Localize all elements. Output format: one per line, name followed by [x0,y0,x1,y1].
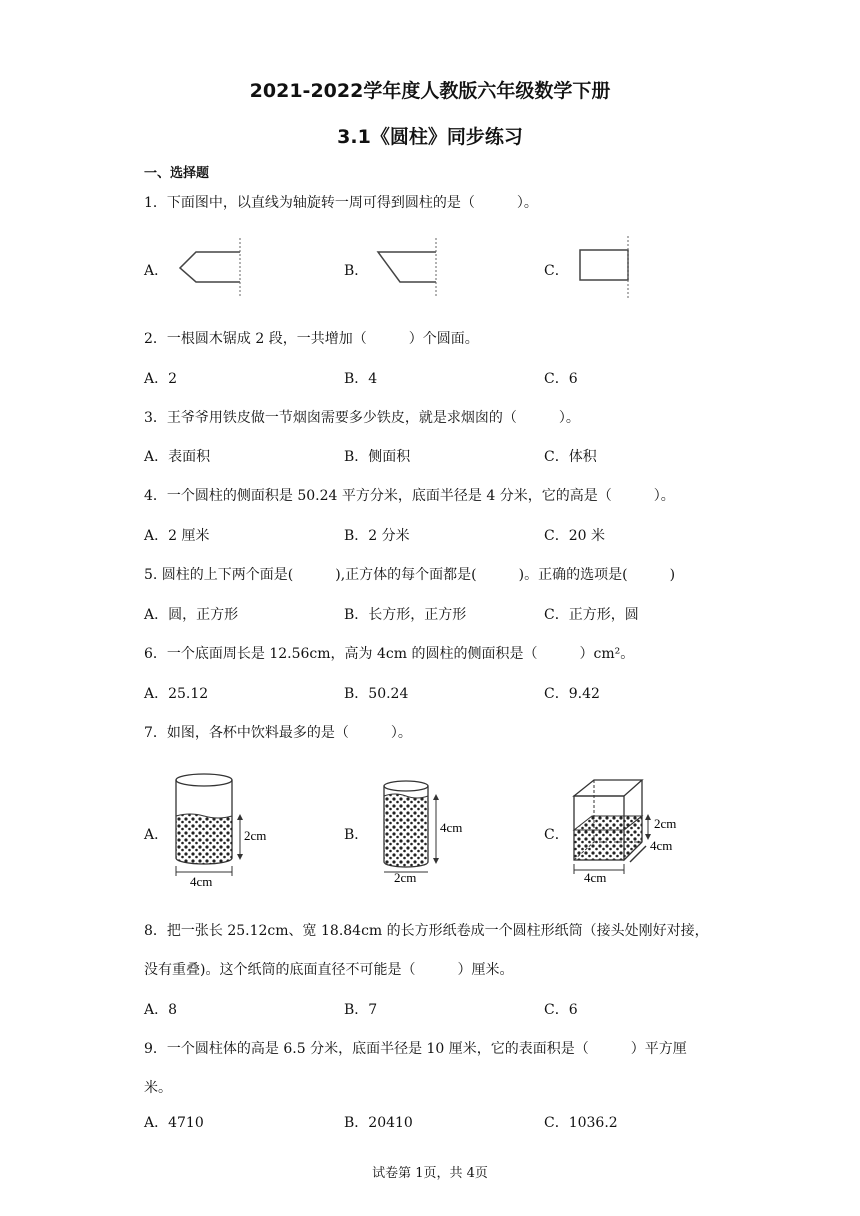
question-5-option-b: B．长方形，正方形 [344,607,467,623]
question-7-option-b: B． [344,827,369,843]
question-9-option-b: B．20410 [344,1115,413,1131]
question-5-option-a: A．圆，正方形 [144,607,239,623]
question-8-option-c: C．6 [544,1002,578,1018]
q7-c-height-label: 2cm [654,816,677,831]
question-1-option-c: C． [544,263,569,279]
question-2-stem: 2．一根圆木锯成 2 段，一共增加（ ）个圆面。 [144,331,479,347]
question-4-option-c: C．20 米 [544,528,605,544]
q7-a-height-label: 2cm [244,828,267,843]
question-7-stem: 7．如图，各杯中饮料最多的是（ ）。 [144,725,412,741]
question-3-option-b: B．侧面积 [344,449,411,465]
question-4-stem: 4．一个圆柱的侧面积是 50.24 平方分米，底面半径是 4 分米，它的高是（ ）。 [144,488,675,504]
page-footer: 试卷第 1页，共 4页 [372,1166,488,1181]
question-9-option-c: C．1036.2 [544,1115,618,1131]
question-7-option-a: A． [144,827,169,843]
question-5-stem: 5. 圆柱的上下两个面是( ),正方体的每个面都是( )。正确的选项是( ) [144,567,676,583]
question-8-stem-line1: 8．把一张长 25.12cm、宽 18.84cm 的长方形纸卷成一个圆柱形纸筒（接头处刚好对接， [144,923,709,939]
q1-figure-c [578,236,638,300]
question-9-option-a: A．4710 [144,1115,204,1131]
q7-figure-b [378,776,478,884]
q7-figure-c [570,774,690,886]
question-6-stem: 6．一个底面周长是 12.56cm，高为 4cm 的圆柱的侧面积是（ ）cm²。 [144,646,635,662]
question-3-option-a: A．表面积 [144,449,211,465]
question-8-stem-line2: 没有重叠)。这个纸筒的底面直径不可能是（ ）厘米。 [144,962,514,978]
document-title: 2021-2022学年度人教版六年级数学下册 [249,80,611,102]
question-3-stem: 3．王爷爷用铁皮做一节烟囱需要多少铁皮，就是求烟囱的（ ）。 [144,410,580,426]
question-9-stem-line1: 9．一个圆柱体的高是 6.5 分米，底面半径是 10 厘米，它的表面积是（ ）平方厘 [144,1041,687,1057]
question-8-option-b: B．7 [344,1002,378,1018]
document-subtitle: 3.1《圆柱》同步练习 [337,126,523,148]
question-2-option-c: C．6 [544,371,578,387]
q1-figure-a [176,238,246,300]
question-7-option-c: C． [544,827,569,843]
q7-c-width-label: 4cm [584,870,607,885]
q7-b-height-label: 4cm [440,820,463,835]
q7-figure-a [170,768,290,892]
question-5-option-c: C．正方形，圆 [544,607,639,623]
section-heading: 一、选择题 [144,166,210,181]
q7-c-depth-label: 4cm [650,838,673,853]
question-6-option-a: A．25.12 [144,686,209,702]
question-1-option-a: A． [144,263,169,279]
question-2-option-b: B．4 [344,371,378,387]
q1-figure-b [374,238,444,300]
question-4-option-b: B．2 分米 [344,528,410,544]
question-8-option-a: A．8 [144,1002,178,1018]
question-3-option-c: C．体积 [544,449,597,465]
question-9-stem-line2: 米。 [144,1080,172,1096]
question-6-option-b: B．50.24 [344,686,409,702]
q7-b-width-label: 2cm [394,870,417,885]
q7-a-width-label: 4cm [190,874,213,889]
question-1-stem: 1．下面图中，以直线为轴旋转一周可得到圆柱的是（ ）。 [144,195,538,211]
question-2-option-a: A．2 [144,371,178,387]
question-6-option-c: C．9.42 [544,686,600,702]
question-4-option-a: A．2 厘米 [144,528,210,544]
question-1-option-b: B． [344,263,369,279]
